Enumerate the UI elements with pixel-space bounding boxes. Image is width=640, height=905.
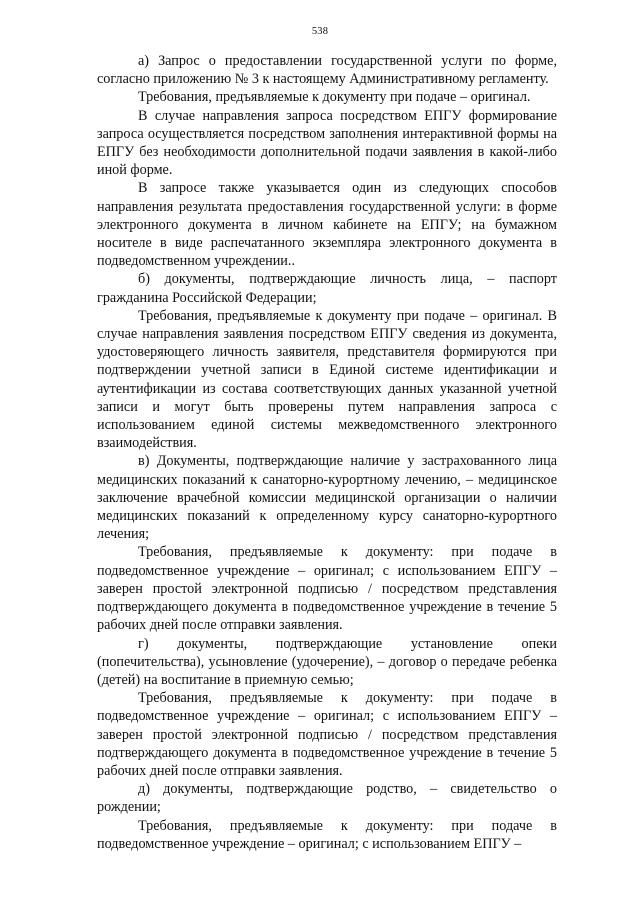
paragraph-g-guardianship-documents: г) документы, подтверждающие установление опеки (попечительства), усыновление (удочерение), – договор о передаче ребенка (детей) на воспитание в приемную семью; — [97, 635, 557, 688]
paragraph-medical-requirements: Требования, предъявляемые к документу: при подаче в подведомственное учреждение – оригинал; с использованием ЕПГУ – заверен простой электронной подписью / посредством представления подтверждающего документа в подведомственное учреждение в течение 5 рабочих дней после отправки заявления. — [97, 544, 557, 634]
paragraph-b-identity-documents: б) документы, подтверждающие личность лица, – паспорт гражданина Российской Федерации; — [97, 271, 557, 306]
page-number: 538 — [311, 26, 329, 37]
paragraph-guardianship-requirements: Требования, предъявляемые к документу: при подаче в подведомственное учреждение – оригинал; с использованием ЕПГУ – заверен простой электронной подписью / посредством представления подтверждающего документа в подведомственное учреждение в течение 5 рабочих дней после отправки заявления. — [97, 690, 557, 779]
paragraph-v-medical-documents: в) Документы, подтверждающие наличие у застрахованного лица медицинских показаний к санаторно-курортному лечению, – медицинское заключение врачебной комиссии медицинской организации о наличии медицинских показаний к определенному курсу санаторно-курортного лечения; — [97, 453, 557, 543]
document-body — [97, 52, 557, 853]
paragraph-d-kinship-documents: д) документы, подтверждающие родство, – свидетельство о рождении; — [97, 781, 557, 816]
paragraph-requirements-original-1: Требования, предъявляемые к документу при подаче – оригинал. — [138, 89, 531, 106]
paragraph-a-request: а) Запрос о предоставлении государственной услуги по форме, согласно приложению № 3 к настоящему Административному регламенту. — [97, 53, 557, 88]
paragraph-epgu-request: В случае направления запроса посредством ЕПГУ формирование запроса осуществляется посредством заполнения интерактивной формы на ЕПГУ без необходимости дополнительной подачи заявления в какой-либо иной форме. — [97, 107, 557, 179]
paragraph-kinship-requirements: Требования, предъявляемые к документу: при подаче в подведомственное учреждение – оригинал; с использованием ЕПГУ – — [97, 817, 557, 852]
paragraph-identity-requirements: Требования, предъявляемые к документу при подаче – оригинал. В случае направления заявления посредством ЕПГУ сведения из документа, удостоверяющего личность заявителя, представителя формируются при подтверждении учетной записи в Единой системе идентификации и аутентификации из состава соответствующих данных указанной учетной записи и могут быть проверены путем направления запроса с использованием единой системы межведомственного электронного взаимодействия. — [97, 307, 557, 452]
paragraph-result-methods: В запросе также указывается один из следующих способов направления результата предоставления государственной услуги: в форме электронного документа в личном кабинете на ЕПГУ; на бумажном носителе в виде распечатанного экземпляра электронного документа в подведомственном учреждении.. — [97, 180, 557, 270]
